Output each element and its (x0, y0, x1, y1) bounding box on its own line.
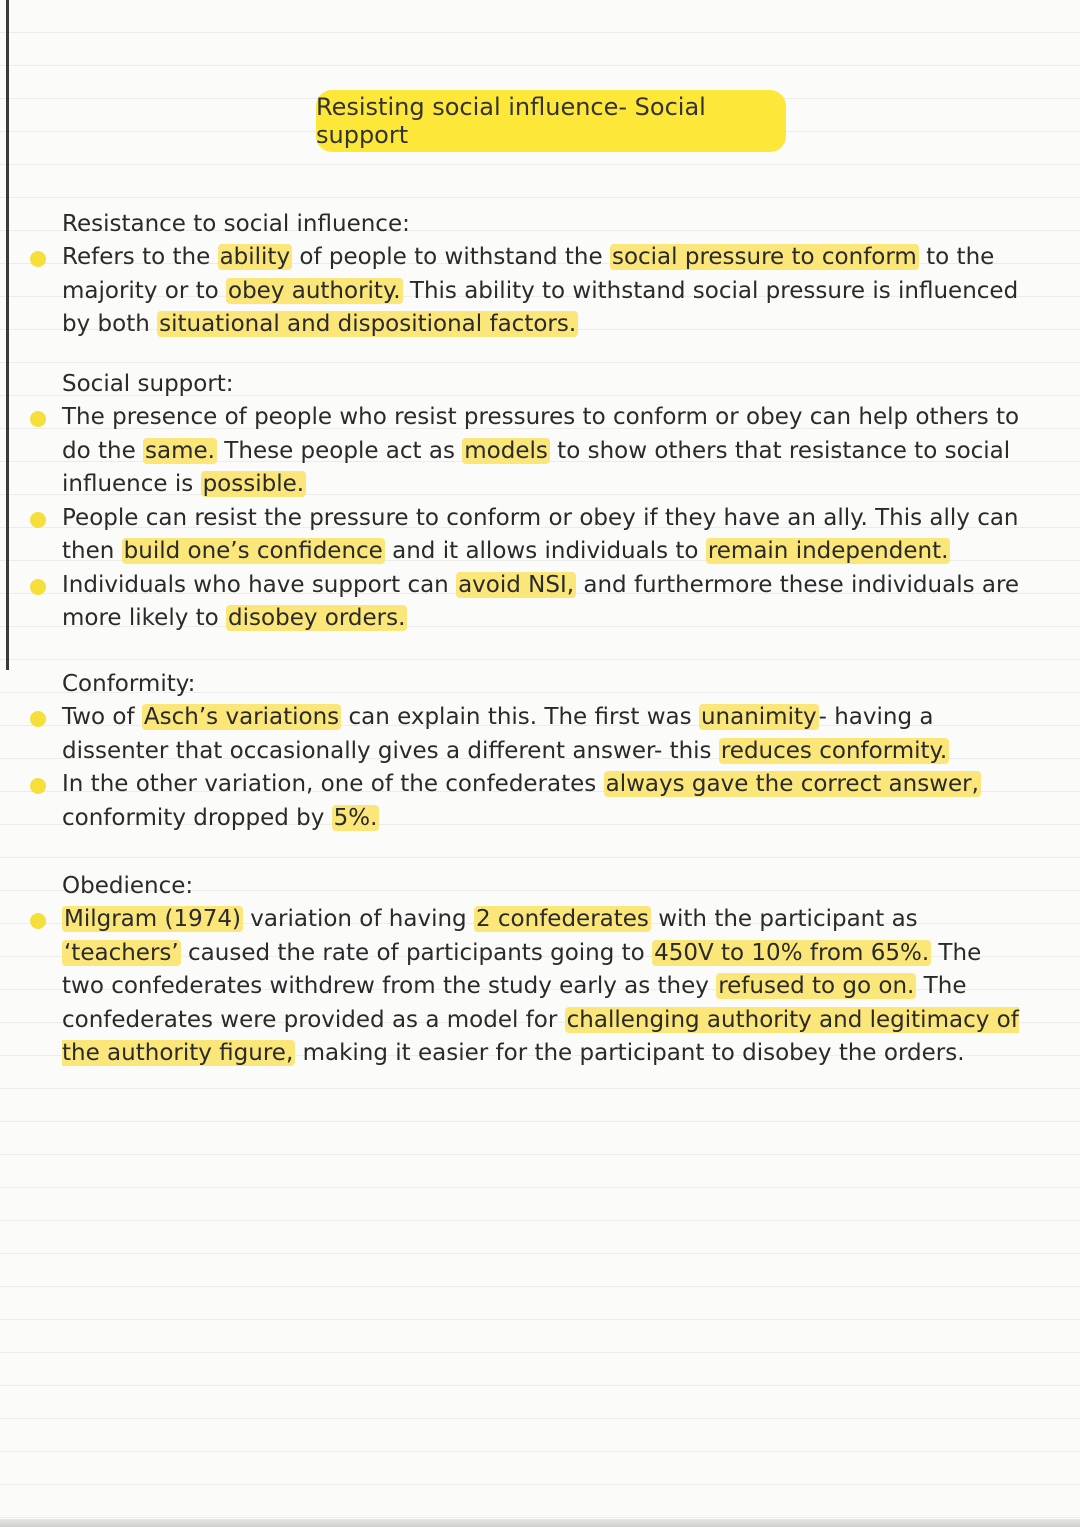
text-run: These people act as (217, 437, 463, 464)
highlighted-text: 2 confederates (475, 906, 649, 932)
highlighted-text: remain independent. (707, 538, 949, 564)
bullet-list (30, 701, 1020, 835)
text-run: People can resist the pressure to conform or obey if they have an ally. This ally can then (62, 504, 1019, 564)
bullet-list (30, 401, 1020, 636)
highlighted-text: ability (219, 244, 291, 270)
text-run: conformity dropped by (62, 804, 332, 831)
text-run: The two confederates withdrew from the study early as they (62, 939, 982, 999)
text-run: to the majority or to (62, 244, 995, 304)
bullet-point (30, 768, 1020, 835)
highlighted-text: reduces conformity. (720, 737, 948, 764)
bullet-dot-icon (30, 251, 46, 267)
text-run: This ability to withstand social pressure is influenced by both (62, 277, 1019, 337)
page-left-edge (6, 0, 9, 670)
highlighted-text: ‘teachers’ (64, 939, 179, 966)
highlighted-text: same. (145, 437, 215, 464)
highlighted-text: refused to go on. (718, 973, 915, 999)
highlighted-text: Milgram (1974) (64, 906, 241, 932)
bullet-point (30, 701, 1020, 768)
bullet-point (30, 401, 1020, 502)
highlighted-text: 450V to 10% from 65%. (654, 939, 930, 966)
highlighted-text: build one’s confidence (123, 538, 383, 564)
section-heading: Obedience: (62, 873, 194, 899)
text-run: can explain this. The first was (341, 704, 699, 730)
section-heading: Conformity: (62, 671, 196, 697)
bullet-point (30, 903, 1020, 1071)
bullet-point (30, 502, 1020, 569)
text-run: caused the rate of participants going to (180, 939, 653, 966)
highlighted-text: obey authority. (228, 277, 401, 304)
bullet-dot-icon (30, 913, 46, 929)
text-run: Individuals who have support can (62, 571, 457, 598)
highlighted-text: possible. (202, 471, 305, 497)
text-run: The presence of people who resist pressures to conform or obey can help others to do the (62, 404, 1020, 464)
text-run: to show others that resistance to social influence is (62, 437, 1011, 497)
bullet-list (30, 241, 1020, 342)
text-run: and furthermore these individuals are more likely to (62, 571, 1020, 631)
text-run: In the other variation, one of the confederates (62, 771, 604, 797)
highlighted-text: situational and dispositional factors. (159, 311, 577, 337)
section-heading: Social support: (62, 371, 234, 397)
text-run: and it allows individuals to (384, 538, 706, 564)
bullet-dot-icon (30, 778, 46, 794)
bullet-dot-icon (30, 411, 46, 427)
page-bottom-edge (0, 1519, 1080, 1527)
bullet-dot-icon (30, 579, 46, 595)
bullet-dot-icon (30, 711, 46, 727)
text-run: variation of having (242, 906, 474, 932)
section-resistance (30, 208, 1020, 342)
highlighted-text: Asch’s variations (143, 704, 340, 730)
bullet-point (30, 241, 1020, 342)
text-run: Refers to the (62, 244, 218, 270)
bullet-point (30, 569, 1020, 636)
highlighted-text: unanimity (700, 704, 817, 730)
highlighted-text: 5%. (333, 804, 378, 831)
text-run: making it easier for the participant to disobey the orders. (295, 1040, 965, 1066)
highlighted-text: disobey orders. (228, 605, 406, 631)
text-run: - having a dissenter that occasionally gives a different answer- this (62, 704, 934, 764)
text-run: The confederates were provided as a model for (62, 973, 967, 1033)
highlighted-text: always gave the correct answer, (605, 771, 979, 797)
bullet-list (30, 903, 1020, 1071)
section-conformity (30, 668, 1020, 835)
text-run: with the participant as (650, 906, 918, 932)
highlighted-text: avoid NSI, (458, 571, 575, 598)
text-run: of people to withstand the (292, 244, 610, 270)
section-social-support (30, 368, 1020, 636)
highlighted-text: models (464, 437, 548, 464)
text-run: Two of (62, 704, 142, 730)
highlighted-text: challenging authority and legitimacy of the authority figure, (62, 1006, 1019, 1066)
highlighted-text: social pressure to conform (611, 244, 917, 270)
section-heading: Resistance to social influence: (62, 211, 410, 237)
bullet-dot-icon (30, 512, 46, 528)
section-obedience (30, 870, 1020, 1071)
page-title: Resisting social influence- Social support (316, 90, 786, 152)
